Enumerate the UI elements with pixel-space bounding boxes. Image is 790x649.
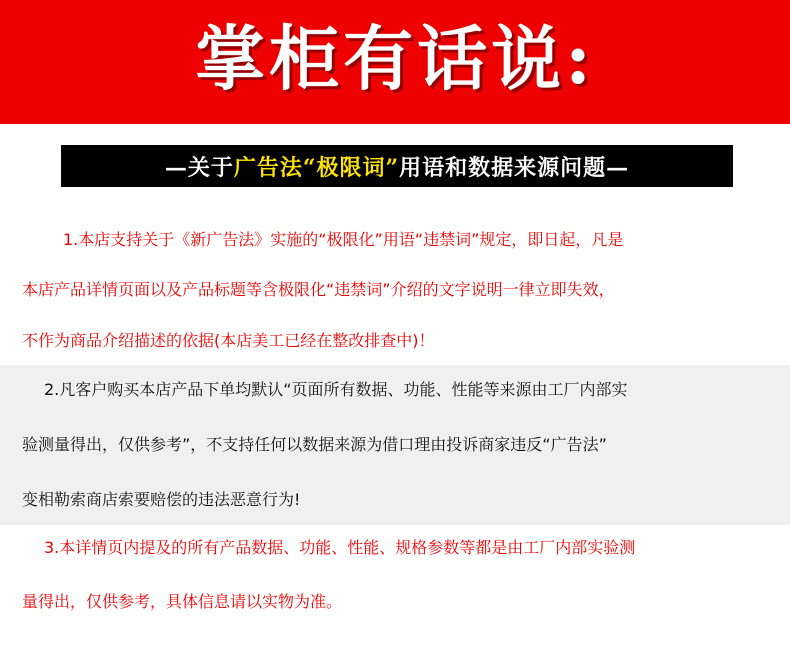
notice-section-1 bbox=[0, 205, 790, 365]
banner-title: 掌柜有话说: bbox=[195, 17, 595, 100]
subtitle-prefix: —关于 bbox=[164, 154, 234, 181]
subtitle-suffix: 用语和数据来源问题— bbox=[399, 154, 630, 181]
notice-1-line-1: 1.本店支持关于《新广告法》实施的“极限化”用语“违禁词”规定，即日起，凡是 bbox=[63, 230, 624, 249]
notice-3-line-1: 3.本详情页内提及的所有产品数据、功能、性能、规格参数等都是由工厂内部实验测 bbox=[44, 538, 636, 557]
header-banner bbox=[0, 0, 790, 124]
notice-section-3 bbox=[0, 525, 790, 635]
notice-3-line-2: 量得出，仅供参考，具体信息请以实物为准。 bbox=[22, 592, 343, 611]
notice-2-line-2: 验测量得出，仅供参考”，不支持任何以数据来源为借口理由投诉商家违反“广告法” bbox=[22, 435, 607, 454]
notice-1-line-2: 本店产品详情页面以及产品标题等含极限化“违禁词”介绍的文字说明一律立即失效， bbox=[22, 280, 615, 299]
notice-section-2 bbox=[0, 365, 790, 525]
subtitle-highlight: 广告法“极限词” bbox=[233, 154, 400, 181]
notice-1-line-3: 不作为商品介绍描述的依据(本店美工已经在整改排查中)！ bbox=[22, 331, 435, 350]
subtitle-bar bbox=[61, 145, 733, 187]
notice-2-line-1: 2.凡客户购买本店产品下单均默认“页面所有数据、功能、性能等来源由工厂内部实 bbox=[44, 380, 628, 399]
notice-2-line-3: 变相勒索商店索要赔偿的违法恶意行为! bbox=[22, 490, 301, 509]
